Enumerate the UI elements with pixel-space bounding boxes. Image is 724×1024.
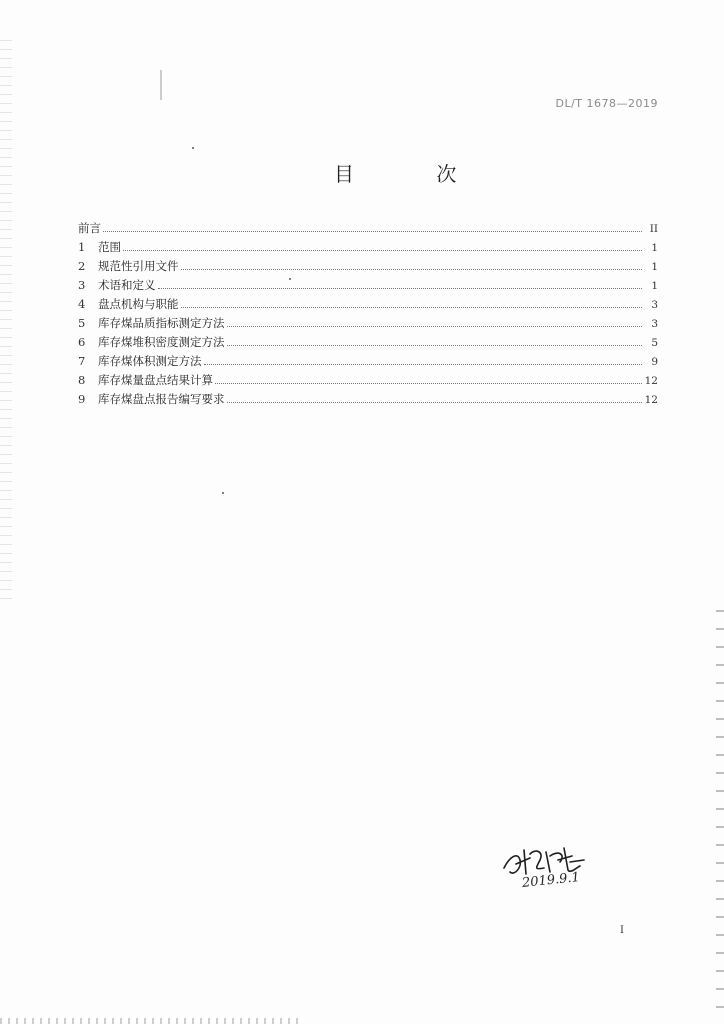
toc-page: 1 bbox=[651, 261, 658, 273]
toc-entry[interactable] bbox=[78, 353, 658, 372]
toc-entry[interactable] bbox=[78, 315, 658, 334]
toc-entry[interactable] bbox=[78, 220, 658, 239]
toc-page: 12 bbox=[644, 375, 658, 387]
toc-label: 术语和定义 bbox=[98, 278, 156, 292]
toc-leader bbox=[227, 326, 643, 327]
toc-number: 4 bbox=[78, 297, 86, 311]
scan-mark bbox=[160, 70, 162, 100]
toc-page: 3 bbox=[651, 299, 658, 311]
toc-leader bbox=[123, 250, 642, 251]
toc-number: 3 bbox=[78, 278, 86, 292]
toc-leader bbox=[158, 288, 643, 289]
toc-leader bbox=[215, 383, 642, 384]
toc-number: 5 bbox=[78, 316, 86, 330]
scan-speck bbox=[192, 147, 194, 149]
scan-edge-bottom bbox=[0, 1018, 300, 1024]
toc-page: II bbox=[649, 223, 658, 235]
toc-number: 1 bbox=[78, 240, 86, 254]
handwritten-date: 2019.9.1 bbox=[521, 870, 581, 891]
toc-leader bbox=[204, 364, 643, 365]
table-of-contents bbox=[78, 220, 658, 410]
toc-entry[interactable] bbox=[78, 296, 658, 315]
toc-label: 库存煤品质指标测定方法 bbox=[98, 316, 225, 330]
page-title: 目 次 bbox=[334, 162, 495, 186]
toc-label: 范围 bbox=[98, 240, 121, 254]
toc-entry[interactable] bbox=[78, 258, 658, 277]
toc-leader bbox=[227, 345, 643, 346]
toc-label: 库存煤量盘点结果计算 bbox=[98, 373, 213, 387]
scan-edge-right bbox=[716, 610, 724, 1010]
toc-label: 前言 bbox=[78, 221, 101, 235]
toc-entry[interactable] bbox=[78, 391, 658, 410]
document-code: DL/T 1678—2019 bbox=[555, 97, 658, 110]
page-number: I bbox=[620, 925, 624, 936]
toc-entry[interactable] bbox=[78, 372, 658, 391]
toc-label: 库存煤体积测定方法 bbox=[98, 354, 202, 368]
toc-label: 盘点机构与职能 bbox=[98, 297, 179, 311]
toc-leader bbox=[181, 269, 643, 270]
toc-page: 3 bbox=[651, 318, 658, 330]
toc-page: 9 bbox=[651, 356, 658, 368]
toc-label: 库存煤盘点报告编写要求 bbox=[98, 392, 225, 406]
toc-page: 1 bbox=[651, 242, 658, 254]
toc-page: 12 bbox=[644, 394, 658, 406]
toc-page: 1 bbox=[651, 280, 658, 292]
toc-label: 库存煤堆积密度测定方法 bbox=[98, 335, 225, 349]
toc-number: 6 bbox=[78, 335, 86, 349]
toc-page: 5 bbox=[651, 337, 658, 349]
toc-leader bbox=[227, 402, 643, 403]
toc-number: 2 bbox=[78, 259, 86, 273]
scan-speck bbox=[222, 492, 224, 494]
toc-leader bbox=[103, 231, 642, 232]
toc-number: 8 bbox=[78, 373, 86, 387]
toc-number: 7 bbox=[78, 354, 86, 368]
toc-entry[interactable] bbox=[78, 239, 658, 258]
scan-edge-left bbox=[0, 40, 12, 600]
toc-leader bbox=[181, 307, 643, 308]
toc-entry[interactable] bbox=[78, 334, 658, 353]
toc-label: 规范性引用文件 bbox=[98, 259, 179, 273]
toc-number: 9 bbox=[78, 392, 86, 406]
toc-entry[interactable] bbox=[78, 277, 658, 296]
